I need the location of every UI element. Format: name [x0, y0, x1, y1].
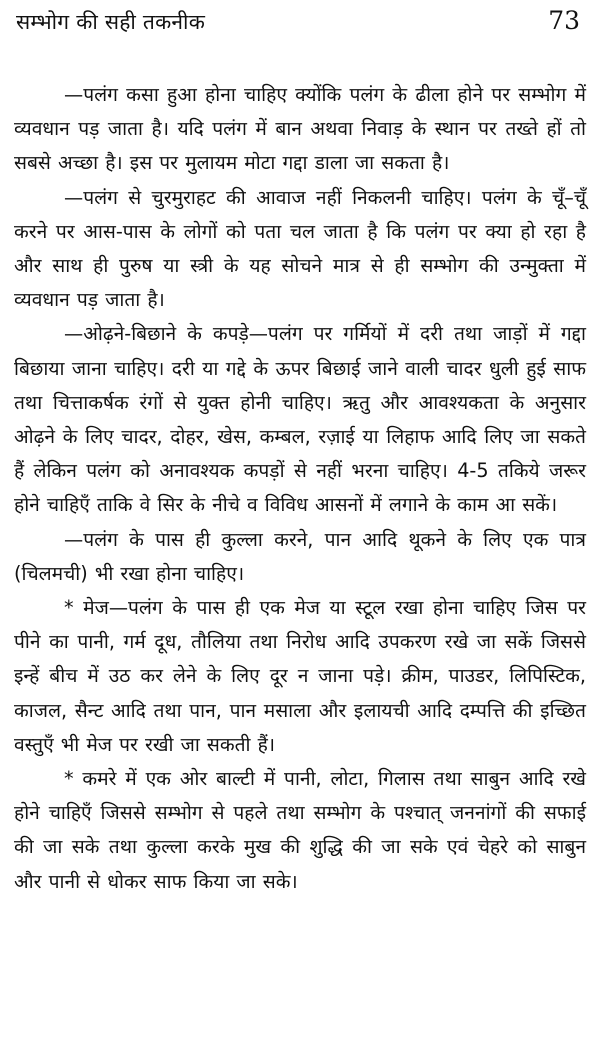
paragraph-bed-noise: —पलंग से चुरमुराहट की आवाज नहीं निकलनी चाहिए। पलंग के चूँ–चूँ करने पर आस-पास के लोगों को पता चल जाता है कि पलंग पर क्या हो रहा है और साथ ही पुरुष या स्त्री के यह सोचने मात्र से ही सम्भोग की उन्मुक्ता में व्यवधान पड़ जाता है।	[14, 185, 586, 312]
paragraph-bed-firmness: —पलंग कसा हुआ होना चाहिए क्योंकि पलंग के ढीला होने पर सम्भोग में व्यवधान पड़ जाता है। यदि पलंग में बान अथवा निवाड़ के स्थान पर तख्ते हों तो सबसे अच्छा है। इस पर मुलायम मोटा गद्दा डाला जा सकता है।	[14, 83, 586, 175]
running-title: सम्भोग की सही तकनीक	[16, 10, 206, 34]
paragraph-table: * मेज—पलंग के पास ही एक मेज या स्टूल रखा होना चाहिए जिस पर पीने का पानी, गर्म दूध, तौलिया तथा निरोध आदि उपकरण रखे जा सकें जिससे इन्हें बीच में उठ कर लेने के लिए दूर न जाना पड़े। क्रीम, पाउडर, लिपिस्टिक, काजल, सैन्ट आदि तथा पान, पान मसाला और इलायची आदि दम्पत्ति की इच्छित वस्तुएँ भी मेज पर रखी जा सकती हैं।	[14, 596, 586, 756]
paragraph-spittoon: —पलंग के पास ही कुल्ला करने, पान आदि थूकने के लिए एक पात्र (चिलमची) भी रखा होना चाहिए।	[14, 527, 586, 585]
paragraph-room-items: * कमरे में एक ओर बाल्टी में पानी, लोटा, गिलास तथा साबुन आदि रखे होने चाहिएँ जिससे सम्भोग से पहले तथा सम्भोग के पश्चात् जननांगों की सफाई की जा सके तथा कुल्ला करके मुख की शुद्धि की जा सके एवं चेहरे को साबुन और पानी से धोकर साफ किया जा सके।	[14, 767, 586, 893]
paragraph-bedding: —ओढ़ने-बिछाने के कपड़े—पलंग पर गर्मियों में दरी तथा जाड़ों में गद्दा बिछाया जाना चाहिए। दरी या गद्दे के ऊपर बिछाई जाने वाली चादर धुली हुई साफ तथा चित्ताकर्षक रंगों से युक्त होनी चाहिए। ऋतु और आवश्यकता के अनुसार ओढ़ने के लिए चादर, दोहर, खेस, कम्बल, रज़ाई या लिहाफ आदि लिए जा सकते हैं लेकिन पलंग को अनावश्यक कपड़ों से नहीं भरना चाहिए। 4-5 तकिये जरूर होने चाहिएँ ताकि वे सिर के नीचे व विविध आसनों में लगाने के काम आ सकें।	[14, 322, 586, 517]
page-header	[14, 4, 586, 50]
body-text	[14, 78, 586, 899]
page-number: 73	[548, 6, 580, 35]
